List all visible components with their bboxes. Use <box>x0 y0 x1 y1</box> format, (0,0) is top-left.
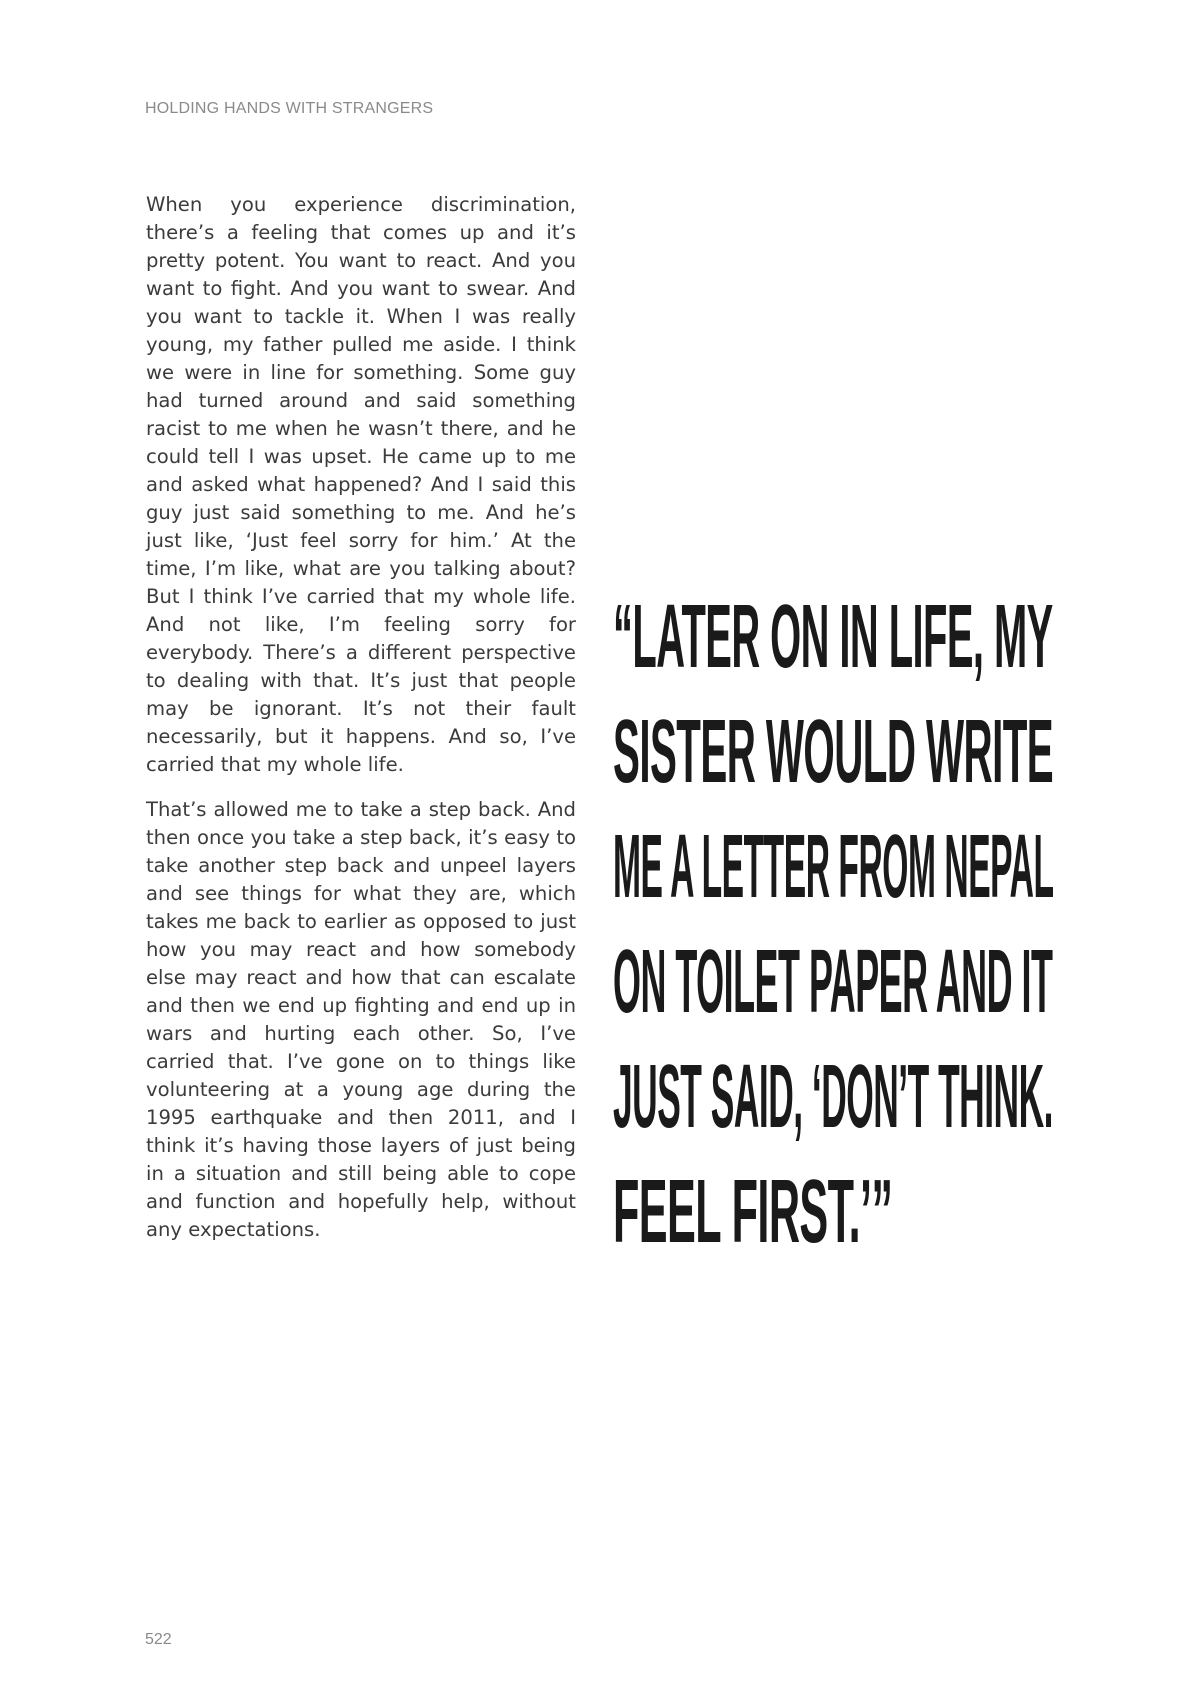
body-text-column <box>146 191 576 1261</box>
page-number: 522 <box>145 1631 172 1648</box>
pull-quote-line: JUST SAID, ‘DON’T THINK. <box>613 1046 1053 1147</box>
pull-quote <box>613 580 1053 1270</box>
pull-quote-line: ON TOILET PAPER AND IT <box>613 931 1053 1032</box>
pull-quote-line: “LATER ON IN LIFE, MY <box>613 586 1053 687</box>
running-header: HOLDING HANDS WITH STRANGERS <box>145 100 434 117</box>
pull-quote-line: ME A LETTER FROM NEPAL <box>613 816 1054 917</box>
pull-quote-line: FEEL FIRST.’” <box>613 1161 893 1262</box>
body-paragraph-2: That’s allowed me to take a step back. And then once you take a step back, it’s easy to take another step back and unpeel layers and see things for what they are, which takes me back to earlier as opposed to just how you may react and how somebody else may react and how that can escalate and then we end up fighting and end up in wars and hurting each other. So, I’ve carried that. I’ve gone on to things like volunteering at a young age during the 1995 earthquake and then 2011, and I think it’s having those layers of just being in a situation and still being able to cope and function and hopefully help, without any expectations. <box>146 798 576 1241</box>
body-paragraph-1: When you experience discrimination, there’s a feeling that comes up and it’s pretty potent. You want to react. And you want to fight. And you want to swear. And you want to tackle it. When I was really young, my father pulled me aside. I think we were in line for something. Some guy had turned around and said something racist to me when he wasn’t there, and he could tell I was upset. He came up to me and asked what happened? And I said this guy just said something to me. And he’s just like, ‘Just feel sorry for him.’ At the time, I’m like, what are you talking about? But I think I’ve carried that my whole life. And not like, I’m feeling sorry for everybody. There’s a different perspective to dealing with that. It’s just that people may be ignorant. It’s not their fault necessarily, but it happens. And so, I’ve carried that my whole life. <box>146 193 576 776</box>
pull-quote-line: SISTER WOULD WRITE <box>613 701 1054 802</box>
